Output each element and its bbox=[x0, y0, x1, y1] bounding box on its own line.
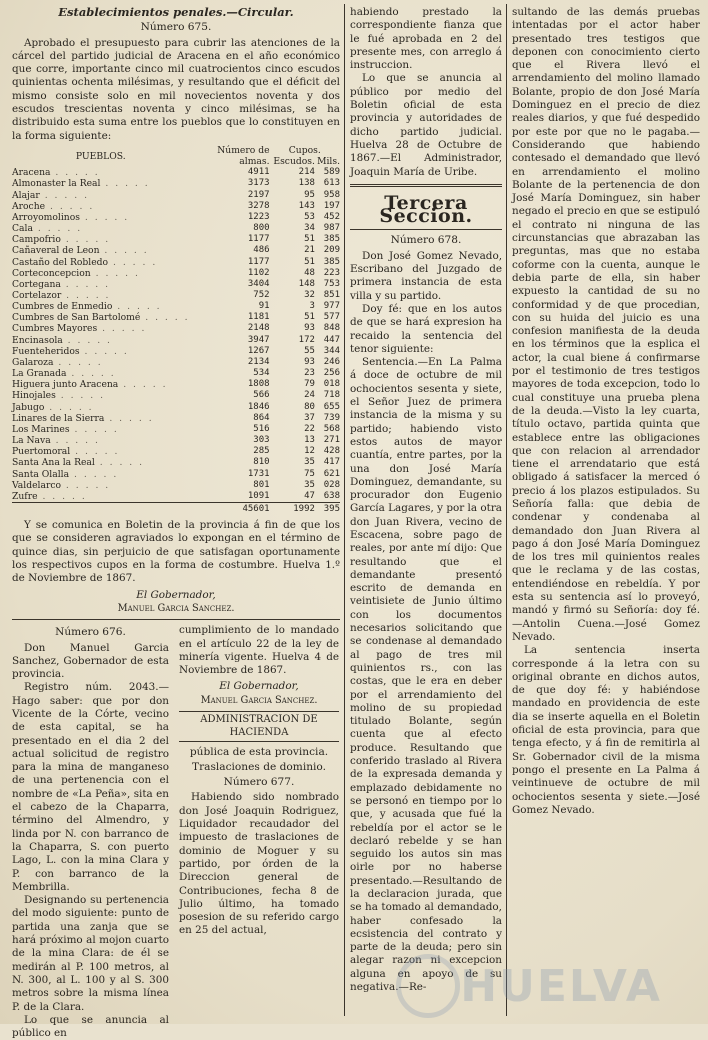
column-right bbox=[512, 6, 700, 817]
cell-almas: 3278 bbox=[247, 200, 270, 211]
column-divider-1 bbox=[344, 4, 345, 1016]
subcolumn-left bbox=[12, 624, 169, 1040]
cell-pueblo: Aracena . . . . . bbox=[12, 167, 100, 179]
table-row bbox=[12, 368, 340, 379]
cell-pueblo: Cumbres de San Bartolomé . . . . . bbox=[12, 312, 190, 324]
column-divider-2 bbox=[506, 4, 507, 1016]
cell-escudos: 95 bbox=[304, 189, 315, 200]
notice-676-heading: Don Manuel Garcia Sanchez, Gobernador de esta provincia. bbox=[12, 641, 169, 681]
notice-676-registro: Registro núm. 2043.—Hago saber: que por don Vicente de la Córte, vecino de esta capital, se ha presentado en el dia 2 del actual solicitud de registro para la mina de manganeso de una pertenencia con el nombre de «La Peña», sita en el cabezo de la Chaparra, término del Almendro, y linda por N. con barranco de la Chaparra, S. con puerto Lago, L. con la mina Clara y P. con barranco de la Membrilla. bbox=[12, 681, 169, 893]
table-row bbox=[12, 234, 340, 245]
dot-leader: . . . . . bbox=[69, 468, 119, 480]
notice-675-number: Número 675. bbox=[140, 21, 212, 34]
cell-almas: 801 bbox=[253, 479, 270, 490]
cell-escudos: 80 bbox=[304, 401, 315, 412]
dot-leader: . . . . . bbox=[37, 490, 87, 502]
cell-mils: 589 bbox=[323, 167, 340, 178]
cell-mils: 256 bbox=[323, 368, 340, 379]
cell-mils: 848 bbox=[323, 323, 340, 334]
cell-almas: 516 bbox=[253, 423, 270, 434]
cell-escudos: 13 bbox=[304, 435, 315, 446]
cell-escudos: 51 bbox=[304, 256, 315, 267]
lower-subcolumns bbox=[12, 624, 340, 1040]
dot-leader: . . . . . bbox=[100, 178, 150, 190]
cell-pueblo: Fuenteheridos . . . . . bbox=[12, 345, 129, 357]
table-row bbox=[12, 335, 340, 346]
notice-676-anuncio: Lo que se anuncia al público en bbox=[12, 1013, 169, 1040]
section-rule bbox=[350, 184, 502, 187]
divider bbox=[350, 229, 502, 230]
table-row bbox=[12, 178, 340, 189]
dot-leader: . . . . . bbox=[62, 334, 112, 346]
notice-677-signoff: Lo que se anuncia al público por medio del Boletin oficial de esta provincia y autoridades de dicho partido judicial. Huelva 28 de Octubre de 1867.—El Administrador, Joaquin María de Uribe. bbox=[350, 72, 502, 178]
table-row bbox=[12, 413, 340, 424]
table-row bbox=[12, 223, 340, 234]
cell-pueblo: Aroche . . . . . bbox=[12, 200, 95, 212]
cell-mils: 851 bbox=[323, 290, 340, 300]
cell-pueblo: Cañaveral de Leon . . . . . bbox=[12, 245, 149, 257]
cell-pueblo: Galaroza . . . . . bbox=[12, 356, 103, 368]
dot-leader: . . . . . bbox=[55, 390, 106, 402]
cell-escudos: 23 bbox=[304, 368, 315, 379]
cell-escudos: 3 bbox=[309, 301, 315, 312]
cell-escudos: 22 bbox=[304, 423, 315, 434]
cell-mils: 428 bbox=[323, 446, 340, 457]
cell-escudos: 138 bbox=[298, 178, 315, 189]
table-row bbox=[12, 268, 340, 279]
cell-mils: 417 bbox=[323, 457, 340, 468]
cell-escudos: 34 bbox=[304, 223, 315, 234]
table-row bbox=[12, 390, 340, 401]
cell-almas: 800 bbox=[253, 223, 270, 234]
cell-almas: 1177 bbox=[247, 234, 270, 245]
cell-pueblo: Encinasola . . . . . bbox=[12, 334, 112, 346]
dot-leader: . . . . . bbox=[94, 457, 145, 469]
table-row bbox=[12, 167, 340, 178]
cell-pueblo: Alajar . . . . . bbox=[12, 189, 89, 201]
cell-escudos: 35 bbox=[304, 457, 315, 468]
sentencia-closing: La sentencia inserta corresponde á la letra con su original obrante en dichos autos, de que doy fé: y habiéndose mandado en providencia de este dia se inserte aquella en el Boletin oficial de esta provincia, para que tenga efecto, y á fin de remitirla al Sr. Gobernador civil de la misma pongo el presente en La Palma á veintinueve de octubre de mil ochocientos sesenta y siete.—José Gomez Nevado. bbox=[512, 644, 700, 816]
cell-pueblo: Santa Ana la Real . . . . . bbox=[12, 457, 145, 469]
cell-pueblo: Higuera junto Aracena . . . . . bbox=[12, 379, 168, 391]
table-row bbox=[12, 257, 340, 268]
cell-pueblo: Linares de la Sierra . . . . . bbox=[12, 412, 154, 424]
running-title: Establecimientos penales.—Circular. bbox=[58, 5, 294, 19]
cell-mils: 568 bbox=[323, 423, 340, 434]
cell-pueblo: Los Marines . . . . . bbox=[12, 423, 119, 435]
cell-pueblo: Valdelarco . . . . . bbox=[12, 479, 111, 491]
cell-almas: 1102 bbox=[247, 267, 270, 278]
cell-pueblo: Arroyomolinos . . . . . bbox=[12, 211, 130, 223]
notice-678-doy-fe: Doy fé: que en los autos de que se hará expresion ha recaido la sentencia del tenor siguiente: bbox=[350, 302, 502, 355]
cell-pueblo: La Nava . . . . . bbox=[12, 435, 100, 447]
cell-pueblo: Santa Olalla . . . . . bbox=[12, 468, 119, 480]
dot-leader: . . . . . bbox=[53, 356, 103, 368]
cell-pueblo: Cumbres de Enmedio . . . . . bbox=[12, 301, 162, 313]
cell-pueblo: Zufre . . . . . bbox=[12, 490, 87, 502]
dot-leader: . . . . . bbox=[79, 211, 130, 223]
cell-mils: 385 bbox=[323, 256, 340, 267]
cell-pueblo: Almonaster la Real . . . . . bbox=[12, 178, 150, 190]
notice-675-intro: Aprobado el presupuesto para cubrir las atenciones de la cárcel del partido judicial de Aracena en el año económico que corre, importante cinco mil cuatrocientos cinco escudos quinientas ochenta milésimas, y resultando que el déficit del mismo consiste solo en mil novecientos noventa y dos escudos trescientas noventa y cinco milésimas, se ha distribuido esta suma entre los pueblos que lo constituyen en la forma siguiente: bbox=[12, 36, 340, 142]
cell-escudos: 21 bbox=[304, 245, 315, 256]
table-row bbox=[12, 435, 340, 446]
cell-mils: 655 bbox=[323, 401, 340, 412]
cell-almas: 2134 bbox=[247, 356, 270, 367]
cell-almas: 864 bbox=[253, 412, 270, 423]
quota-table bbox=[12, 145, 340, 515]
table-row bbox=[12, 480, 340, 491]
cell-escudos: 93 bbox=[304, 356, 315, 367]
cell-mils: 018 bbox=[323, 379, 340, 390]
table-row bbox=[12, 491, 340, 503]
notice-675-closing: Y se comunica en Boletin de la provincia á fin de que los que se consideren agraviados lo expongan en el término de quince dias, sin perjuicio de que satisfagan oportunamente los respectivos cupos en la forma de costumbre. Huelva 1.º de Noviembre de 1867. bbox=[12, 519, 340, 585]
dot-leader: . . . . . bbox=[50, 435, 100, 447]
table-row bbox=[12, 190, 340, 201]
dot-leader: . . . . . bbox=[32, 223, 83, 235]
section-title: Tercera Seccion. bbox=[379, 191, 473, 228]
table-row bbox=[12, 446, 340, 457]
cell-pueblo: Castaño del Robledo . . . . . bbox=[12, 256, 158, 268]
notice-677-number: Número 677. bbox=[223, 776, 295, 789]
cell-escudos: 37 bbox=[304, 412, 315, 423]
cell-almas: 4911 bbox=[247, 167, 270, 178]
cell-escudos: 79 bbox=[304, 379, 315, 390]
cell-mils: 958 bbox=[323, 189, 340, 200]
signer-title: El Gobernador, bbox=[136, 588, 216, 601]
col-header-cupos: Cupos. bbox=[288, 144, 321, 156]
col-header-almas: Número de almas. bbox=[217, 144, 270, 168]
cell-almas: 752 bbox=[253, 290, 270, 300]
cell-pueblo: Cortelazor . . . . . bbox=[12, 290, 111, 301]
dot-leader: . . . . . bbox=[60, 278, 111, 290]
table-row bbox=[12, 312, 340, 323]
dot-leader: . . . . . bbox=[66, 368, 116, 380]
table-row bbox=[12, 212, 340, 223]
cell-mils: 977 bbox=[323, 301, 340, 312]
cell-almas: 1091 bbox=[247, 490, 270, 501]
notice-678-number: Número 678. bbox=[390, 234, 462, 247]
signer-name-2: Manuel Garcia Sanchez. bbox=[200, 694, 318, 706]
cell-mils: 385 bbox=[323, 234, 340, 245]
cell-mils: 718 bbox=[323, 390, 340, 401]
cell-almas: 2148 bbox=[247, 323, 270, 334]
dot-leader: . . . . . bbox=[99, 245, 149, 257]
cell-almas: 1808 bbox=[247, 379, 270, 390]
cell-mils: 271 bbox=[323, 435, 340, 446]
cell-mils: 197 bbox=[323, 200, 340, 211]
cell-escudos: 12 bbox=[304, 446, 315, 457]
notice-677-cont: habiendo prestado la correspondiente fianza que le fué aprobada en 2 del presente mes, con arreglo á instruccion. bbox=[350, 6, 502, 72]
cell-almas: 3947 bbox=[247, 334, 270, 345]
cell-almas: 2197 bbox=[247, 189, 270, 200]
table-row bbox=[12, 402, 340, 413]
cell-mils: 246 bbox=[323, 356, 340, 367]
table-row bbox=[12, 457, 340, 468]
cell-pueblo: La Granada . . . . . bbox=[12, 368, 116, 380]
total-escudos: 1992 bbox=[270, 502, 315, 515]
cell-escudos: 75 bbox=[304, 468, 315, 479]
traslaciones-heading: Traslaciones de dominio. bbox=[192, 760, 326, 773]
table-row bbox=[12, 346, 340, 357]
dot-leader: . . . . . bbox=[69, 423, 119, 435]
cell-almas: 285 bbox=[253, 446, 270, 457]
cell-escudos: 32 bbox=[304, 290, 315, 300]
cell-almas: 810 bbox=[253, 457, 270, 468]
cell-almas: 534 bbox=[253, 368, 270, 379]
cell-pueblo: Corteconcepcion . . . . . bbox=[12, 267, 140, 279]
signer-title-2: El Gobernador, bbox=[219, 680, 299, 693]
notice-676-cumplimiento: cumplimiento de lo mandado en el artículo 22 de la ley de minería vigente. Huelva 4 de Noviembre de 1867. bbox=[179, 624, 339, 677]
cell-mils: 028 bbox=[323, 479, 340, 490]
cell-escudos: 53 bbox=[304, 211, 315, 222]
signer-name: Manuel Garcia Sanchez. bbox=[117, 602, 235, 614]
notice-677-body: Habiendo sido nombrado don José Joaquin Rodriguez, Liquidador recaudador del impuesto de traslaciones de dominio de Moguer y su partido, por órden de la Direccion general de Contribuciones, fecha 8 de Julio último, ha tomado posesion de su referido cargo en 25 del actual, bbox=[179, 791, 339, 937]
table-row bbox=[12, 279, 340, 290]
dot-leader: . . . . . bbox=[70, 446, 120, 458]
dot-leader: . . . . . bbox=[60, 234, 111, 246]
cell-almas: 3404 bbox=[247, 278, 270, 289]
hacienda-heading: ADMINISTRACION DE HACIENDA bbox=[179, 711, 339, 742]
notice-676-designando: Designando su pertenencia del modo siguiente: punto de partida una zanja que se hará próximo al mojon cuarto de la mina Clara: de él se medirán al P. 100 metros, al N. 300, al L. 100 y al S. 300 metros sobre la misma línea P. de la Clara. bbox=[12, 894, 169, 1013]
cell-escudos: 24 bbox=[304, 390, 315, 401]
cell-almas: 1181 bbox=[247, 312, 270, 323]
cell-almas: 1267 bbox=[247, 345, 270, 356]
dot-leader: . . . . . bbox=[44, 401, 94, 413]
cell-mils: 447 bbox=[323, 334, 340, 345]
dot-leader: . . . . . bbox=[61, 290, 111, 301]
col-header-pueblos: PUEBLOS. bbox=[75, 150, 126, 162]
table-row bbox=[12, 323, 340, 334]
cell-pueblo: Cumbres Mayores . . . . . bbox=[12, 323, 147, 335]
notice-676-number: Número 676. bbox=[55, 626, 126, 639]
cell-pueblo: Cala . . . . . bbox=[12, 223, 83, 235]
cell-mils: 739 bbox=[323, 412, 340, 423]
dot-leader: . . . . . bbox=[61, 479, 111, 491]
divider bbox=[12, 619, 340, 620]
cell-almas: 1731 bbox=[247, 468, 270, 479]
cell-almas: 3173 bbox=[247, 178, 270, 189]
table-row bbox=[12, 357, 340, 368]
table-row bbox=[12, 301, 340, 312]
cell-almas: 1177 bbox=[247, 256, 270, 267]
hacienda-subheading: pública de esta provincia. bbox=[189, 745, 329, 758]
cell-escudos: 47 bbox=[304, 490, 315, 501]
cell-almas: 1223 bbox=[247, 211, 270, 222]
dot-leader: . . . . . bbox=[108, 256, 158, 268]
table-row bbox=[12, 290, 340, 301]
cell-escudos: 148 bbox=[298, 278, 315, 289]
column-left bbox=[12, 6, 340, 1040]
cell-mils: 344 bbox=[323, 345, 340, 356]
notice-678-intro: Don José Gomez Nevado, Escribano del Juzgado de primera instancia de esta villa y su partido. bbox=[350, 249, 502, 302]
dot-leader: . . . . . bbox=[118, 379, 168, 391]
cell-mils: 209 bbox=[323, 245, 340, 256]
cell-escudos: 172 bbox=[298, 334, 315, 345]
col-header-escudos: Escudos. bbox=[273, 156, 315, 168]
subcolumn-right bbox=[179, 624, 339, 1040]
total-almas: 45601 bbox=[190, 502, 270, 515]
dot-leader: . . . . . bbox=[97, 323, 147, 335]
cell-escudos: 35 bbox=[304, 479, 315, 490]
cell-mils: 621 bbox=[323, 468, 340, 479]
cell-mils: 638 bbox=[323, 490, 340, 501]
cell-pueblo: Hinojales . . . . . bbox=[12, 390, 106, 402]
col-header-mils: Mils. bbox=[317, 156, 340, 168]
cell-escudos: 214 bbox=[298, 167, 315, 178]
cell-escudos: 51 bbox=[304, 312, 315, 323]
table-row bbox=[12, 201, 340, 212]
cell-almas: 303 bbox=[253, 435, 270, 446]
cell-escudos: 143 bbox=[298, 200, 315, 211]
dot-leader: . . . . . bbox=[104, 412, 154, 424]
cell-pueblo: Puertomoral . . . . . bbox=[12, 446, 120, 458]
table-row bbox=[12, 379, 340, 390]
dot-leader: . . . . . bbox=[45, 200, 95, 212]
table-row bbox=[12, 245, 340, 256]
dot-leader: . . . . . bbox=[90, 267, 140, 279]
cell-mils: 223 bbox=[323, 267, 340, 278]
cell-mils: 577 bbox=[323, 312, 340, 323]
cell-almas: 91 bbox=[258, 301, 270, 312]
cell-escudos: 51 bbox=[304, 234, 315, 245]
cell-almas: 566 bbox=[253, 390, 270, 401]
cell-almas: 486 bbox=[253, 245, 270, 256]
cell-pueblo: Campofrio . . . . . bbox=[12, 234, 111, 246]
dot-leader: . . . . . bbox=[79, 345, 129, 357]
dot-leader: . . . . . bbox=[39, 189, 89, 201]
table-total-row bbox=[12, 502, 340, 515]
cell-pueblo: Cortegana . . . . . bbox=[12, 278, 111, 290]
sentencia-cont: sultando de las demás pruebas intentadas por el actor haber presentado tres testigos que deponen con conocimiento cierto que el Rivera llevó el arrendamiento del molino llamado Bolante, propio de don José María Dominguez en el precio de diez reales diarios, y que fué despedido por este por que no le pagaba.—Considerando que habiendo contesado el demandado que llevó en arrendamiento el molino Bolante de la pertenencia de don José María Dominguez, sin haber negado el precio en que se estipuló el contrato ni ninguna de las circunstancias que abrazaban las preguntas, mas que no estaba coforme con la cuenta, aunque le debia parte de ella, sin haber expuesto la cantidad de su no conformidad y de que procedian, con su huida del juicio es una confesion manifiesta de la deuda en los términos que la esplica el actor, la cual biene á confirmarse por el testimonio de tres testigos mayores de toda excepcion, todo lo cual constituye una prueba plena de la deuda.—Visto la ley cuarta, título octavo, partida quinta que establece entre las obligaciones que con relacion al arrendador tiene el arrendatario que está obligado á satisfacer la merced ó precio á los plazos estipulados. Su Señoría falla: que debia de condenar y condenaba al demandado don Juan Rivera al pago á don José María Dominguez de los tres mil quinientos reales que le reclama y de las costas, entendiéndose en rebeldía. Y por esta su sentencia así lo proveyó, mandó y firmó su Señoría: doy fé.—Antolin Cuena.—José Gomez Nevado. bbox=[512, 6, 700, 643]
column-middle bbox=[350, 6, 502, 994]
cell-almas: 1846 bbox=[247, 401, 270, 412]
cell-escudos: 48 bbox=[304, 267, 315, 278]
total-mils: 395 bbox=[315, 502, 340, 515]
cell-mils: 613 bbox=[323, 178, 340, 189]
watermark-seal bbox=[396, 954, 460, 1018]
cell-mils: 452 bbox=[323, 211, 340, 222]
dot-leader: . . . . . bbox=[140, 312, 190, 324]
notice-678-sentencia: Sentencia.—En La Palma á doce de octubre de mil ochocientos sesenta y siete, el Señor Juez de primera instancia de la misma y su partido; habiendo visto estos autos de mayor cuantía, entre partes, por la una don José María Dominguez, demandante, su procurador don Eugenio García Lagares, y por la otra don Juan Rivera, vecino de Escacena, sobre pago de reales, por ante mí dijo: Que resultando que el demandante presentó escrito de demanda en veintisiete de Junio último con los documentos necesarios solicitando que se condenase al demandado al pago de tres mil quinientos rs., con las costas, que le era en deber por el arrendamiento del molino de su propiedad titulado Bolante, según cuenta que al efecto produce. Resultando que conferido traslado al Rivera de la expresada demanda y emplazado debidamente no se personó en tiempo por lo que, y acusada que fué la rebeldía por el actor se le declaró rebelde y se han seguido los autos sin mas oirle por no haberse presentado.—Resultando de la declaracion jurada, que se ha tomado al demandado, haber confesado la ecsistencia del contrato y parte de la deuda; pero sin alegar razon ni excepcion alguna en apoyo de su negativa.—Re- bbox=[350, 356, 502, 994]
cell-pueblo: Jabugo . . . . . bbox=[12, 401, 94, 413]
table-row bbox=[12, 469, 340, 480]
cell-escudos: 55 bbox=[304, 345, 315, 356]
cell-mils: 753 bbox=[323, 278, 340, 289]
cell-escudos: 93 bbox=[304, 323, 315, 334]
dot-leader: . . . . . bbox=[50, 167, 100, 179]
table-row bbox=[12, 424, 340, 435]
dot-leader: . . . . . bbox=[112, 301, 162, 313]
cell-mils: 987 bbox=[323, 223, 340, 234]
watermark-logo: HUELVA bbox=[460, 961, 662, 1012]
